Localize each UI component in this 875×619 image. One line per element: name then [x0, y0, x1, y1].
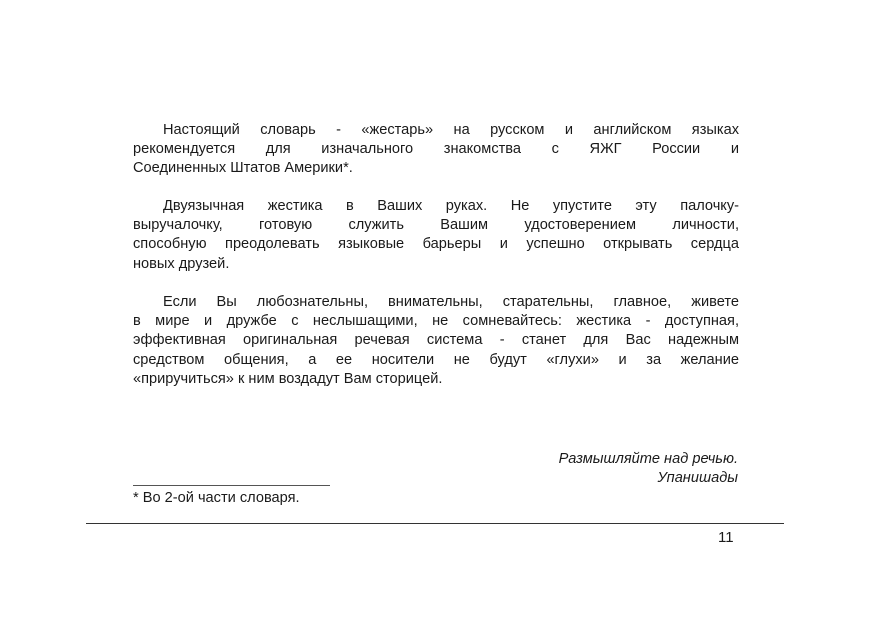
epigraph-quote: Размышляйте над речью. [558, 451, 738, 467]
text-line: «приручиться» к ним воздадут Вам сторицей. [133, 370, 443, 387]
paragraph-intro [133, 121, 739, 179]
text-line: выручалочку, готовую служить Вашим удостоверением личности, [133, 217, 739, 234]
epigraph [559, 450, 738, 488]
footnote: * Во 2-ой части словаря. [133, 490, 300, 506]
text-line: в мире и дружбе с неслышащими, не сомневайтесь: жестика - доступная, [133, 313, 739, 330]
text-line: Двуязычная жестика в Ваших руках. Не упустите эту палочку- [163, 198, 739, 214]
paragraph-invitation [133, 293, 739, 389]
text-line: Настоящий словарь - «жестарь» на русском и английском языках [163, 122, 739, 138]
text-line: рекомендуется для изначального знакомства с ЯЖГ России и [133, 141, 739, 158]
text-line: способную преодолевать языковые барьеры и успешно открывать сердца [133, 236, 739, 253]
text-line: средством общения, а ее носители не будут «глухи» и за желание [133, 351, 739, 368]
footnote-divider [133, 485, 330, 486]
page-number: 11 [718, 529, 734, 546]
paragraph-bilingual [133, 197, 739, 274]
page-footer-divider [86, 523, 784, 524]
text-line: Соединенных Штатов Америки*. [133, 160, 353, 177]
text-line: Если Вы любознательны, внимательны, старательны, главное, живете [163, 294, 739, 310]
epigraph-source: Упанишады [657, 470, 738, 487]
text-line: эффективная оригинальная речевая система - станет для Вас надежным [133, 332, 739, 349]
text-line: новых друзей. [133, 255, 230, 272]
